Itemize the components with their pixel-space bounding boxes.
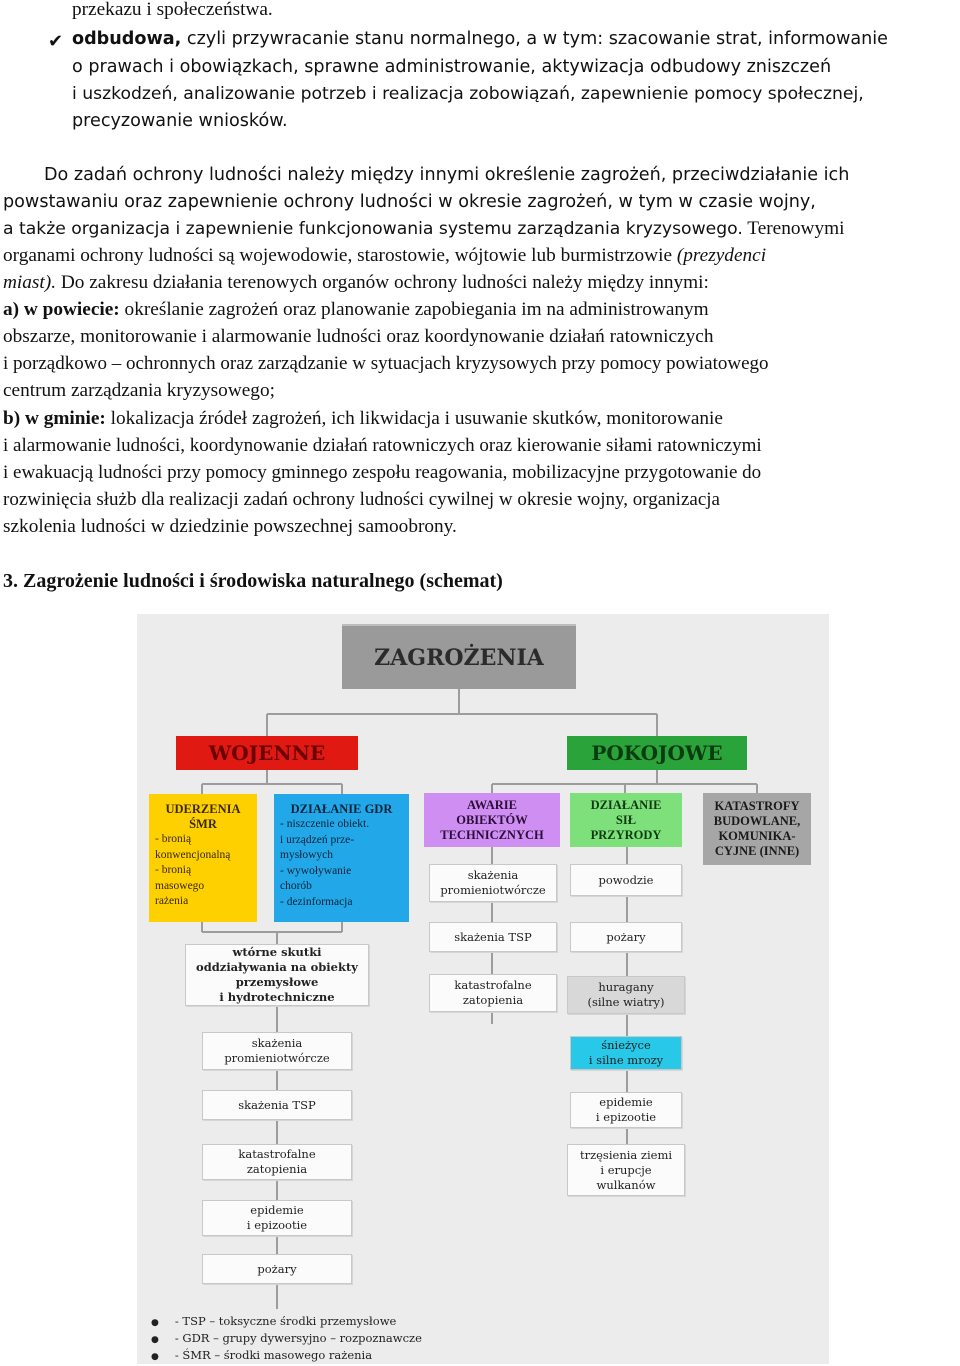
left-item: skażenia promieniotwórcze [202, 1032, 352, 1070]
paragraph-line: a także organizacja i zapewnienie funkcjonowania systemu zarządzania kryzysowego. Terenowymi [3, 218, 845, 239]
legend-item: ● - GDR – grupy dywersyjno – rozpoznawcze [151, 1331, 422, 1345]
node-dzialanie-gdr: DZIAŁANIE GDR - niszczenie obiekt. i urządzeń prze- mysłowych - wywoływanie chorób - dezinformacja [274, 794, 409, 922]
bullet-line: o prawach i obowiązkach, sprawne administrowanie, aktywizacja odbudowy zniszczeń [72, 57, 832, 77]
node-wtorne-skutki: wtórne skutki oddziaływania na obiekty przemysłowe i hydrotechniczne [185, 944, 369, 1006]
paragraph-line: szkolenia ludności w dziedzinie powszechnej samoobrony. [3, 516, 457, 537]
bullet-icon: ● [151, 1318, 159, 1328]
bullet-icon: ● [151, 1335, 159, 1345]
legend-item: ● - TSP – toksyczne środki przemysłowe [151, 1314, 397, 1328]
right-item: trzęsienia ziemi i erupcje wulkanów [567, 1144, 685, 1196]
mid-item: skażenia TSP [429, 922, 557, 952]
right-item: huragany (silne wiatry) [567, 976, 685, 1014]
right-item: epidemie i epizootie [570, 1092, 682, 1128]
paragraph-line: przekazu i społeczeństwa. [72, 0, 273, 20]
node-wojenne: WOJENNE [176, 736, 358, 770]
mid-item: katastrofalne zatopienia [429, 974, 557, 1012]
paragraph-line: rozwinięcia służb dla realizacji zadań ochrony ludności cywilnej w okresie wojny, organizacja [3, 489, 720, 510]
threats-diagram [137, 614, 829, 1364]
node-katastrofy: KATASTROFY BUDOWLANE, KOMUNIKA- CYJNE (INNE) [703, 793, 811, 865]
mid-item: skażenia promieniotwórcze [429, 864, 557, 902]
bullet-odbudowa-line: odbudowa, czyli przywracanie stanu normalnego, a w tym: szacowanie strat, informowanie [72, 29, 889, 49]
paragraph-line: centrum zarządzania kryzysowego; [3, 380, 275, 401]
paragraph-line: powstawaniu oraz zapewnienie ochrony ludności w okresie zagrożeń, w tym w czasie wojny, [3, 192, 816, 212]
paragraph-line: obszarze, monitorowanie i alarmowanie ludności oraz koordynowanie działań ratowniczych [3, 326, 714, 347]
paragraph-line: b) w gminie: lokalizacja źródeł zagrożeń, ich likwidacja i usuwanie skutków, monitorowanie [3, 408, 723, 429]
paragraph-line: i porządkowo – ochronnych oraz zarządzanie w sytuacjach kryzysowych przy pomocy powiatowego [3, 353, 769, 374]
paragraph-line: i alarmowanie ludności, koordynowanie działań ratowniczych oraz kierowanie siłami ratowniczymi [3, 435, 762, 456]
legend-item: ● - ŚMR – środki masowego rażenia [151, 1348, 373, 1362]
paragraph-line: Do zadań ochrony ludności należy między innymi określenie zagrożeń, przeciwdziałanie ich [44, 165, 850, 185]
right-item: pożary [570, 922, 682, 952]
paragraph-line: organami ochrony ludności są wojewodowie, starostowie, wójtowie lub burmistrzowie (prezydenci [3, 245, 767, 266]
left-item: epidemie i epizootie [202, 1200, 352, 1236]
section-heading: 3. Zagrożenie ludności i środowiska naturalnego (schemat) [3, 570, 503, 592]
bullet-icon: ● [151, 1352, 159, 1362]
node-awarie: AWARIE OBIEKTÓW TECHNICZNYCH [424, 793, 560, 847]
node-pokojowe: POKOJOWE [567, 736, 747, 770]
bullet-checkmark-icon: ✔ [48, 31, 64, 51]
right-item: śnieżyce i silne mrozy [570, 1036, 682, 1070]
right-item: powodzie [570, 864, 682, 896]
bullet-line: i uszkodzeń, analizowanie potrzeb i realizacja zobowiązań, zapewnienie pomocy społecznej, [72, 84, 864, 104]
paragraph-line: miast). Do zakresu działania terenowych organów ochrony ludności należy między innymi: [3, 272, 709, 293]
paragraph-line: a) w powiecie: określanie zagrożeń oraz planowanie zapobiegania im na administrowanym [3, 299, 709, 320]
node-uderzenia-smr: UDERZENIA ŚMR - bronią konwencjonalną - bronią masowego rażenia [149, 794, 257, 922]
left-item: skażenia TSP [202, 1090, 352, 1120]
node-sily-przyrody: DZIAŁANIE SIŁ PRZYRODY [570, 793, 682, 847]
bullet-line: precyzowanie wniosków. [72, 111, 288, 131]
left-item: pożary [202, 1254, 352, 1284]
left-item: katastrofalne zatopienia [202, 1144, 352, 1180]
paragraph-line: i ewakuacją ludności przy pomocy gminnego zespołu reagowania, mobilizacyjne przygotowanie do [3, 462, 762, 483]
node-zagrozenia: ZAGROŻENIA [342, 624, 576, 689]
